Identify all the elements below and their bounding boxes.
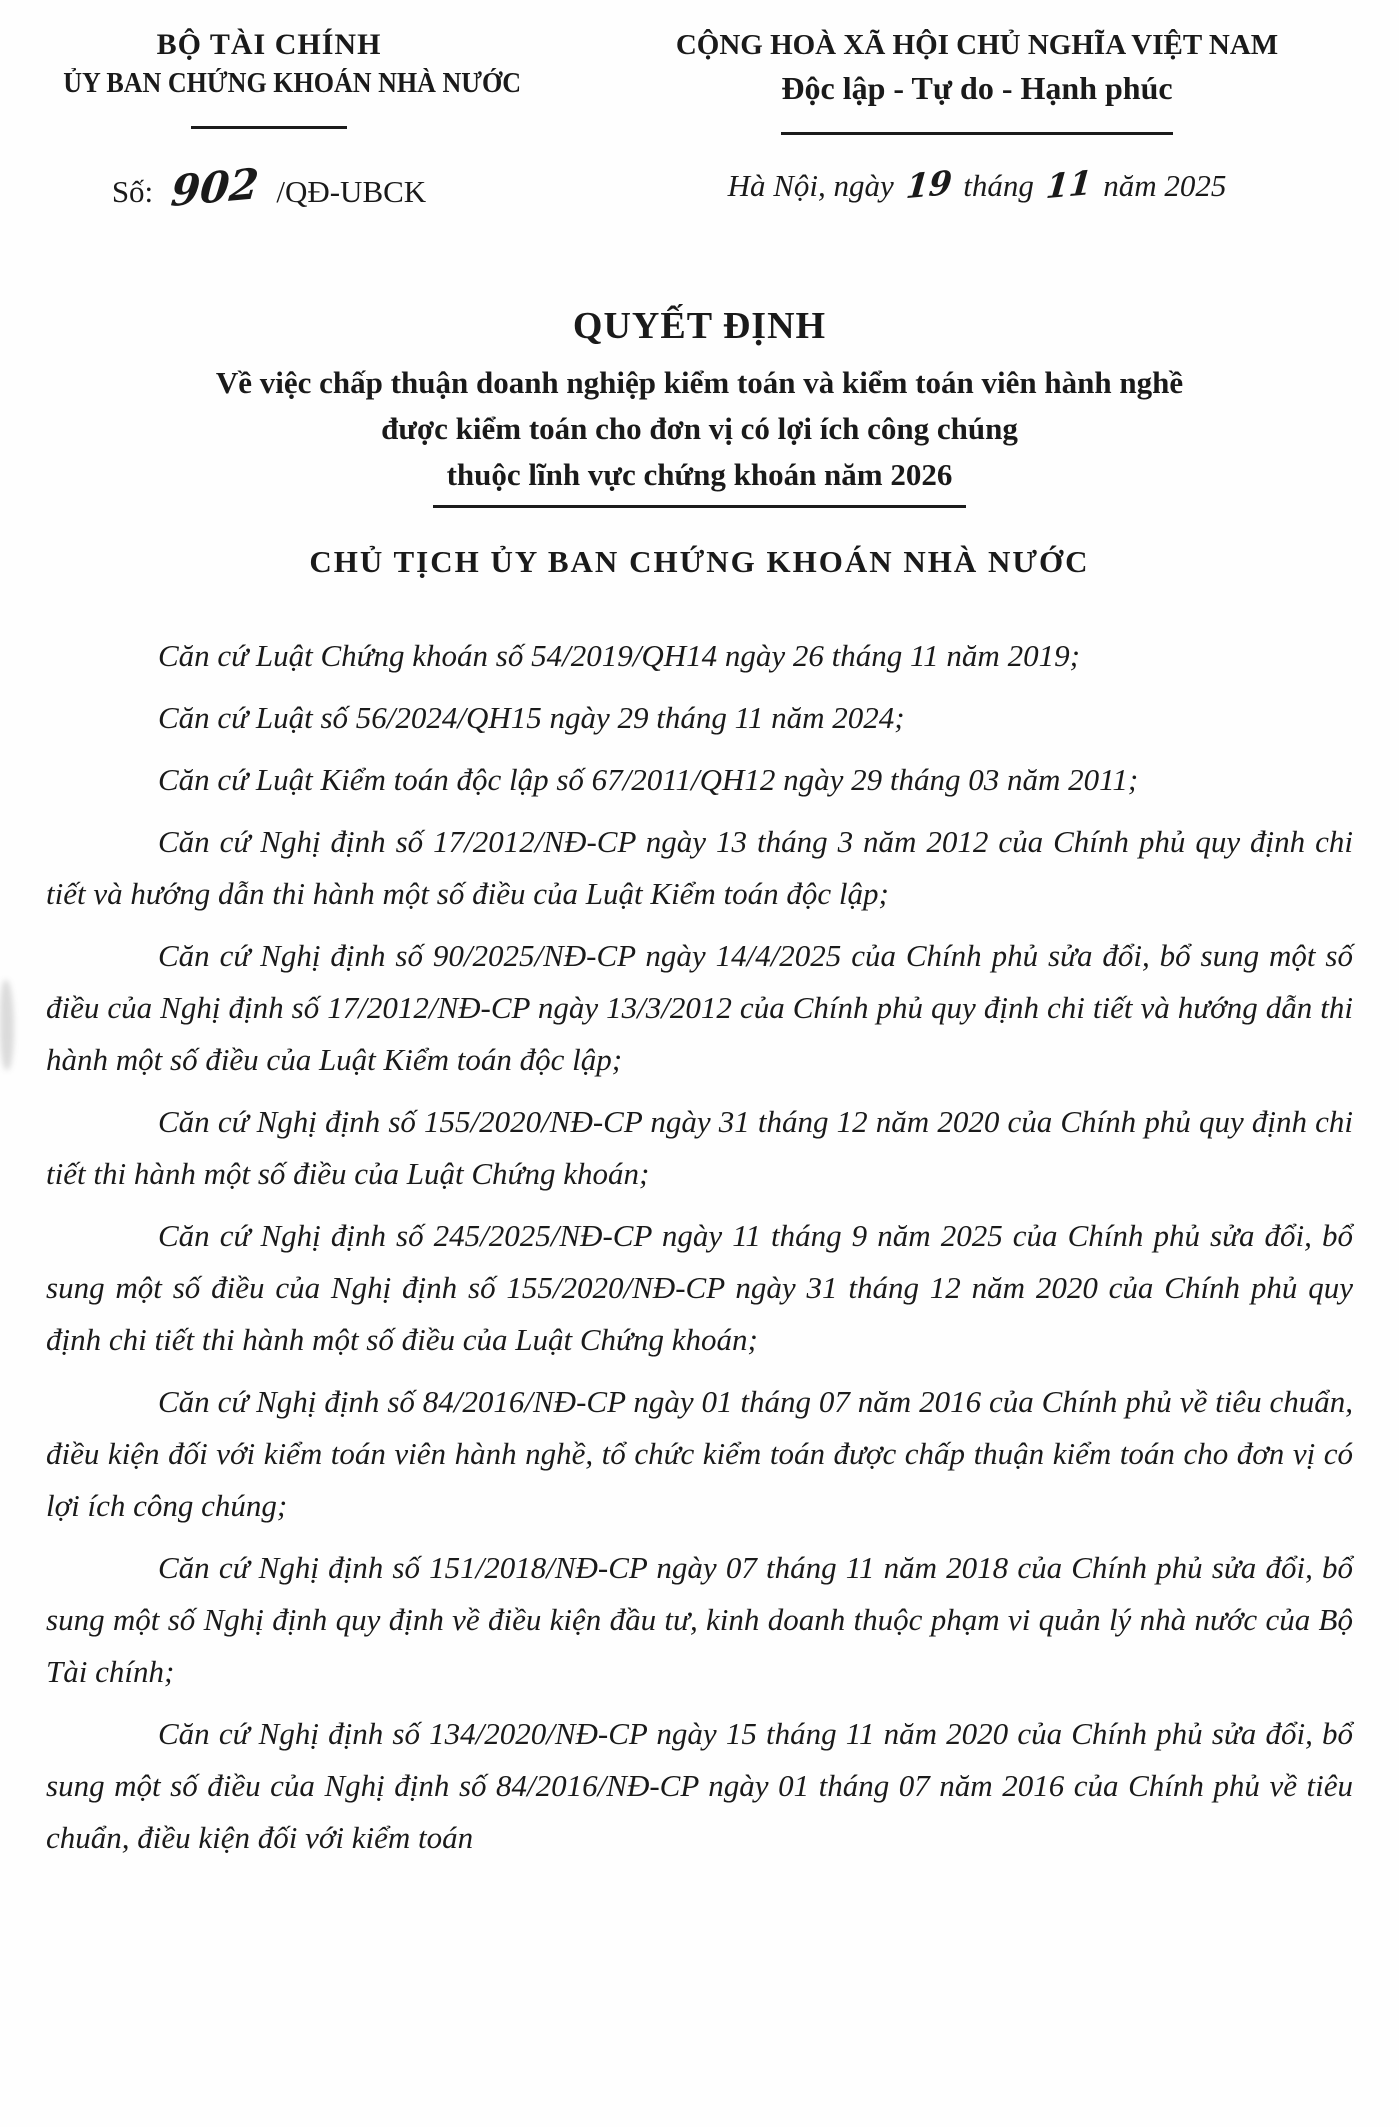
body-paragraph: Căn cứ Nghị định số 90/2025/NĐ-CP ngày 14/4/2025 của Chính phủ sửa đổi, bổ sung một số điều của Nghị định số 17/2012/NĐ-CP ngày 13/3/2012 của Chính phủ quy định chi tiết và hướng dẫn thi hành một số điều của Luật Kiểm toán độc lập; — [46, 938, 1353, 1077]
subject-line — [46, 452, 1353, 508]
national-header-block — [601, 26, 1353, 207]
subject-line-text: Về việc chấp thuận doanh nghiệp kiểm toán và kiểm toán viên hành nghề — [215, 365, 1184, 400]
agency-underline-rule — [191, 126, 347, 129]
date-year-label: năm 2025 — [1103, 168, 1227, 203]
scan-artifact — [0, 980, 14, 1070]
body-paragraph: Căn cứ Nghị định số 151/2018/NĐ-CP ngày 07 tháng 11 năm 2018 của Chính phủ sửa đổi, bổ sung một số Nghị định quy định về điều kiện đầu tư, kinh doanh thuộc phạm vi quản lý nhà nước của Bộ Tài chính; — [46, 1550, 1353, 1689]
body-paragraph: Căn cứ Nghị định số 17/2012/NĐ-CP ngày 13 tháng 3 năm 2012 của Chính phủ quy định chi tiết và hướng dẫn thi hành một số điều của Luật Kiểm toán độc lập; — [46, 824, 1353, 911]
body-paragraph: Căn cứ Nghị định số 84/2016/NĐ-CP ngày 01 tháng 07 năm 2016 của Chính phủ về tiêu chuẩn, điều kiện đối với kiểm toán viên hành nghề, tổ chức kiểm toán được chấp thuận kiểm toán cho đơn vị có lợi ích công chúng; — [46, 1384, 1353, 1523]
national-motto: Độc lập - Tự do - Hạnh phúc — [781, 70, 1173, 106]
motto-underline-rule — [781, 132, 1173, 135]
document-number-label: Số: — [111, 174, 154, 209]
ministry-name: BỘ TÀI CHÍNH — [156, 28, 382, 61]
date-month-label: tháng — [963, 168, 1034, 203]
body-paragraph: Căn cứ Nghị định số 134/2020/NĐ-CP ngày 15 tháng 11 năm 2020 của Chính phủ sửa đổi, bổ sung một số điều của Nghị định số 84/2016/NĐ-CP ngày 01 tháng 07 năm 2016 của Chính phủ về tiêu chuẩn, điều kiện đối với kiểm toán — [46, 1716, 1353, 1855]
agency-name-wrap — [46, 64, 522, 104]
issuing-authority-heading: CHỦ TỊCH ỦY BAN CHỨNG KHOÁN NHÀ NƯỚC — [309, 544, 1090, 579]
document-subject — [46, 360, 1353, 508]
body-paragraph: Căn cứ Luật Chứng khoán số 54/2019/QH14 ngày 26 tháng 11 năm 2019; — [158, 638, 1080, 673]
body-paragraph: Căn cứ Luật Kiểm toán độc lập số 67/2011/QH12 ngày 29 tháng 03 năm 2011; — [158, 762, 1139, 797]
document-body — [46, 630, 1353, 1864]
agency-name: ỦY BAN CHỨNG KHOÁN NHÀ NƯỚC — [63, 68, 522, 99]
subject-line-text: được kiểm toán cho đơn vị có lợi ích công chúng — [381, 411, 1018, 446]
place-date-prefix: Hà Nội, ngày — [727, 168, 894, 203]
place-date-line — [601, 162, 1353, 207]
date-day-handwritten: 19 — [903, 162, 954, 207]
document-type-title: QUYẾT ĐỊNH — [572, 305, 827, 347]
document-header — [46, 26, 1353, 217]
body-paragraph: Căn cứ Luật số 56/2024/QH15 ngày 29 tháng 11 năm 2024; — [158, 700, 905, 735]
date-month-handwritten: 11 — [1043, 162, 1094, 207]
subject-line — [46, 360, 1353, 406]
body-paragraph: Căn cứ Nghị định số 155/2020/NĐ-CP ngày 31 tháng 12 năm 2020 của Chính phủ quy định chi tiết thi hành một số điều của Luật Chứng khoán; — [46, 1104, 1353, 1191]
document-number-line — [46, 158, 492, 217]
subject-line — [46, 406, 1353, 452]
national-title: CỘNG HOÀ XÃ HỘI CHỦ NGHĨA VIỆT NAM — [675, 29, 1279, 61]
document-number-suffix: /QĐ-UBCK — [276, 174, 427, 209]
issuing-agency-block — [46, 26, 522, 217]
body-paragraph: Căn cứ Nghị định số 245/2025/NĐ-CP ngày 11 tháng 9 năm 2025 của Chính phủ sửa đổi, bổ sung một số điều của Nghị định số 155/2020/NĐ-CP ngày 31 tháng 12 năm 2020 của Chính phủ quy định chi tiết thi hành một số điều của Luật Chứng khoán; — [46, 1218, 1353, 1357]
document-number-handwritten: 902 — [168, 158, 261, 217]
subject-line-text: thuộc lĩnh vực chứng khoán năm 2026 — [433, 452, 967, 508]
